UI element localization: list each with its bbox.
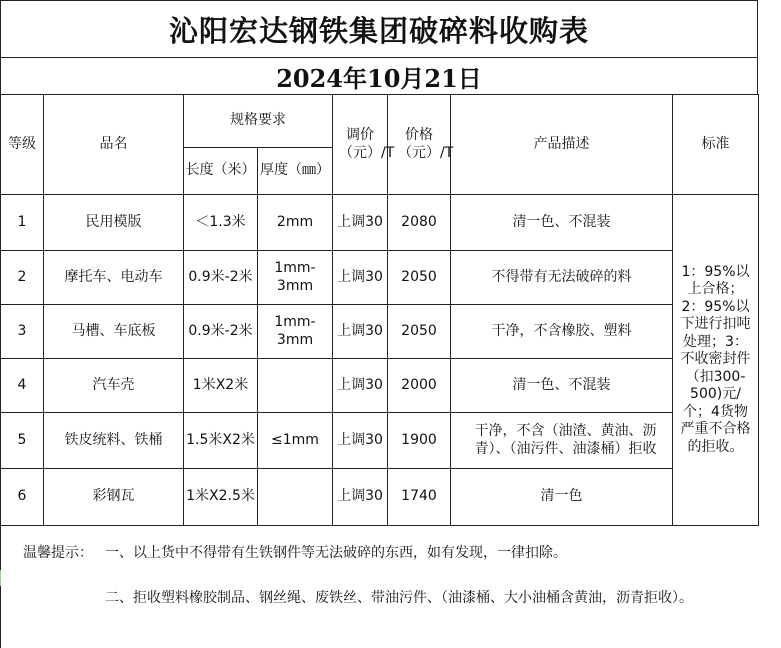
row-length: 1米X2米 <box>184 359 258 413</box>
row-price: 1740 <box>388 469 451 526</box>
header-row <box>1 95 759 148</box>
row-grade: 3 <box>1 305 44 359</box>
col-desc-header: 产品描述 <box>451 95 673 195</box>
table-row <box>1 305 759 359</box>
col-price-header: 价格（元）/T <box>388 95 451 195</box>
row-name: 铁皮统料、铁桶 <box>44 413 184 469</box>
col-length-header: 长度（米） <box>184 148 258 195</box>
col-name-header: 品名 <box>44 95 184 195</box>
sheet-date: 2024年10月21日 <box>0 57 758 94</box>
sheet-title: 沁阳宏达钢铁集团破碎料收购表 <box>0 0 758 57</box>
row-thickness <box>258 359 333 413</box>
row-grade: 6 <box>1 469 44 526</box>
table-row <box>1 469 759 526</box>
row-desc: 干净，不含（油渣、黄油、沥青）、（油污件、油漆桶）拒收 <box>451 413 673 469</box>
row-thickness: 1mm-3mm <box>258 251 333 305</box>
row-price: 2000 <box>388 359 451 413</box>
table-row <box>1 359 759 413</box>
price-table <box>0 94 759 526</box>
row-price: 2050 <box>388 251 451 305</box>
row-desc: 清一色 <box>451 469 673 526</box>
row-desc: 干净，不含橡胶、塑料 <box>451 305 673 359</box>
row-adjust: 上调30 <box>333 469 388 526</box>
row-thickness: 1mm-3mm <box>258 305 333 359</box>
margin-marker <box>0 570 1 586</box>
row-desc: 不得带有无法破碎的料 <box>451 251 673 305</box>
note-line-2: 二、拒收塑料橡胶制品、钢丝绳、废铁丝、带油污件、（油漆桶、大小油桶含黄油，沥青拒收）。 <box>105 590 693 606</box>
row-thickness <box>258 469 333 526</box>
row-adjust: 上调30 <box>333 251 388 305</box>
note-text-1: 一、以上货中不得带有生铁钢件等无法破碎的东西，如有发现，一律扣除。 <box>105 545 567 561</box>
row-name: 马槽、车底板 <box>44 305 184 359</box>
row-length: 1.5米X2米 <box>184 413 258 469</box>
table-row <box>1 413 759 469</box>
table-row <box>1 195 759 251</box>
notes-section <box>0 524 758 648</box>
row-price: 2080 <box>388 195 451 251</box>
row-adjust: 上调30 <box>333 305 388 359</box>
row-length: ＜1.3米 <box>184 195 258 251</box>
table-row <box>1 251 759 305</box>
row-adjust: 上调30 <box>333 359 388 413</box>
row-adjust: 上调30 <box>333 413 388 469</box>
row-desc: 清一色、不混装 <box>451 195 673 251</box>
col-spec-header: 规格要求 <box>184 95 333 148</box>
row-grade: 1 <box>1 195 44 251</box>
row-length: 0.9米-2米 <box>184 305 258 359</box>
row-adjust: 上调30 <box>333 195 388 251</box>
row-thickness: ≤1mm <box>258 413 333 469</box>
row-price: 1900 <box>388 413 451 469</box>
col-grade-header: 等级 <box>1 95 44 195</box>
row-name: 汽车壳 <box>44 359 184 413</box>
row-length: 0.9米-2米 <box>184 251 258 305</box>
row-name: 彩钢瓦 <box>44 469 184 526</box>
row-price: 2050 <box>388 305 451 359</box>
row-length: 1米X2.5米 <box>184 469 258 526</box>
row-name: 民用模版 <box>44 195 184 251</box>
col-thickness-header: 厚度（㎜） <box>258 148 333 195</box>
note-line-1 <box>23 542 567 562</box>
row-grade: 2 <box>1 251 44 305</box>
row-grade: 4 <box>1 359 44 413</box>
col-adjust-header: 调价（元）/T <box>333 95 388 195</box>
col-standard-header: 标准 <box>673 95 759 195</box>
row-grade: 5 <box>1 413 44 469</box>
row-desc: 清一色、不混装 <box>451 359 673 413</box>
standard-cell: 1：95%以上合格；2：95%以下进行扣吨处理；3：不收密封件（扣300-500)元/个；4货物严重不合格的拒收。 <box>673 195 759 526</box>
row-thickness: 2mm <box>258 195 333 251</box>
row-name: 摩托车、电动车 <box>44 251 184 305</box>
notes-label: 温馨提示： <box>23 545 93 561</box>
